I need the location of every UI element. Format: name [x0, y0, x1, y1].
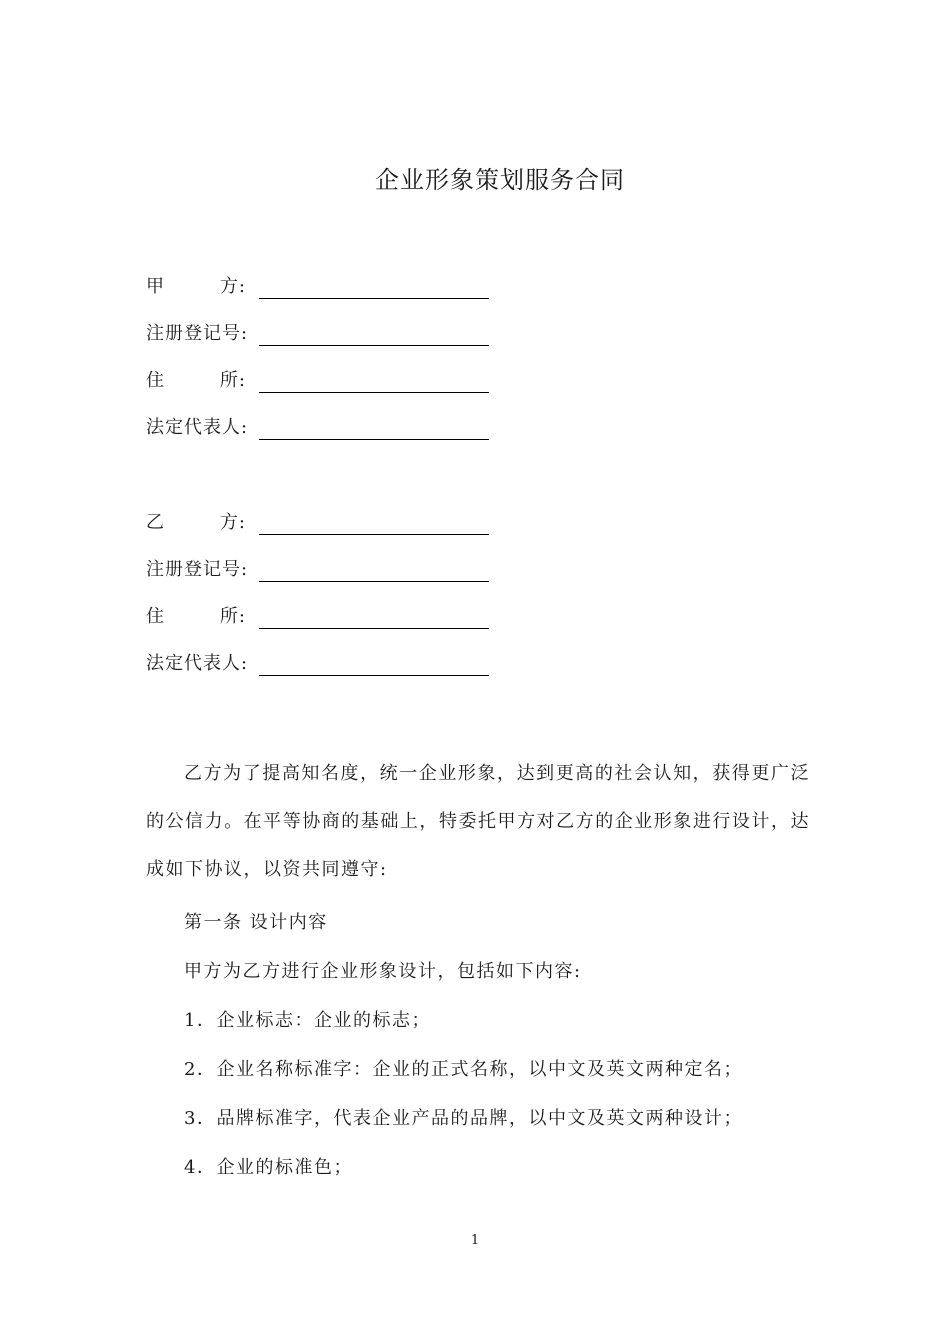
party-a-address-blank[interactable] [259, 392, 489, 393]
party-b-rep-blank[interactable] [259, 675, 489, 676]
party-a-name-label [146, 272, 246, 302]
page-number: 1 [470, 1233, 480, 1248]
article-1-lead: 甲方为乙方进行企业形象设计，包括如下内容: [184, 961, 582, 982]
intro-paragraph: 乙方为了提高知名度，统一企业形象，达到更高的社会认知，获得更广泛的公信力。在平等协商的基础上，特委托甲方对乙方的企业形象进行设计，达成如下协议，以资共同遵守: [146, 763, 810, 880]
party-a-reg-blank[interactable] [259, 345, 489, 346]
party-b-rep-label: 法定代表人: [146, 653, 249, 674]
party-b-name-blank[interactable] [259, 534, 489, 535]
party-a-address-label [146, 366, 246, 396]
list-item: 3．品牌标准字，代表企业产品的品牌，以中文及英文两种设计； [184, 1108, 743, 1129]
document-title: 企业形象策划服务合同 [375, 166, 625, 194]
list-item: 4．企业的标准色； [184, 1157, 353, 1178]
party-a-rep-label: 法定代表人: [146, 417, 249, 438]
list-item: 1．企业标志：企业的标志； [184, 1010, 431, 1031]
party-b-name-label [146, 508, 246, 538]
party-a-label-char: 甲 [146, 276, 165, 297]
party-b-address-char: 所: [219, 606, 246, 627]
party-a-rep-blank[interactable] [259, 439, 489, 440]
list-item: 2．企业名称标准字：企业的正式名称，以中文及英文两种定名； [184, 1059, 743, 1080]
party-a-reg-label: 注册登记号: [146, 323, 249, 344]
party-b-address-label [146, 602, 246, 632]
party-b-label-char: 乙 [146, 512, 165, 533]
party-b-label-char: 方: [219, 512, 246, 533]
party-b-address-blank[interactable] [259, 628, 489, 629]
party-b-reg-label: 注册登记号: [146, 559, 249, 580]
party-b-reg-blank[interactable] [259, 581, 489, 582]
article-1-heading: 第一条 设计内容 [184, 912, 328, 933]
party-a-name-blank[interactable] [259, 298, 489, 299]
party-a-label-char: 方: [219, 276, 246, 297]
party-b-address-char: 住 [146, 606, 165, 627]
party-a-address-char: 所: [219, 370, 246, 391]
party-a-address-char: 住 [146, 370, 165, 391]
